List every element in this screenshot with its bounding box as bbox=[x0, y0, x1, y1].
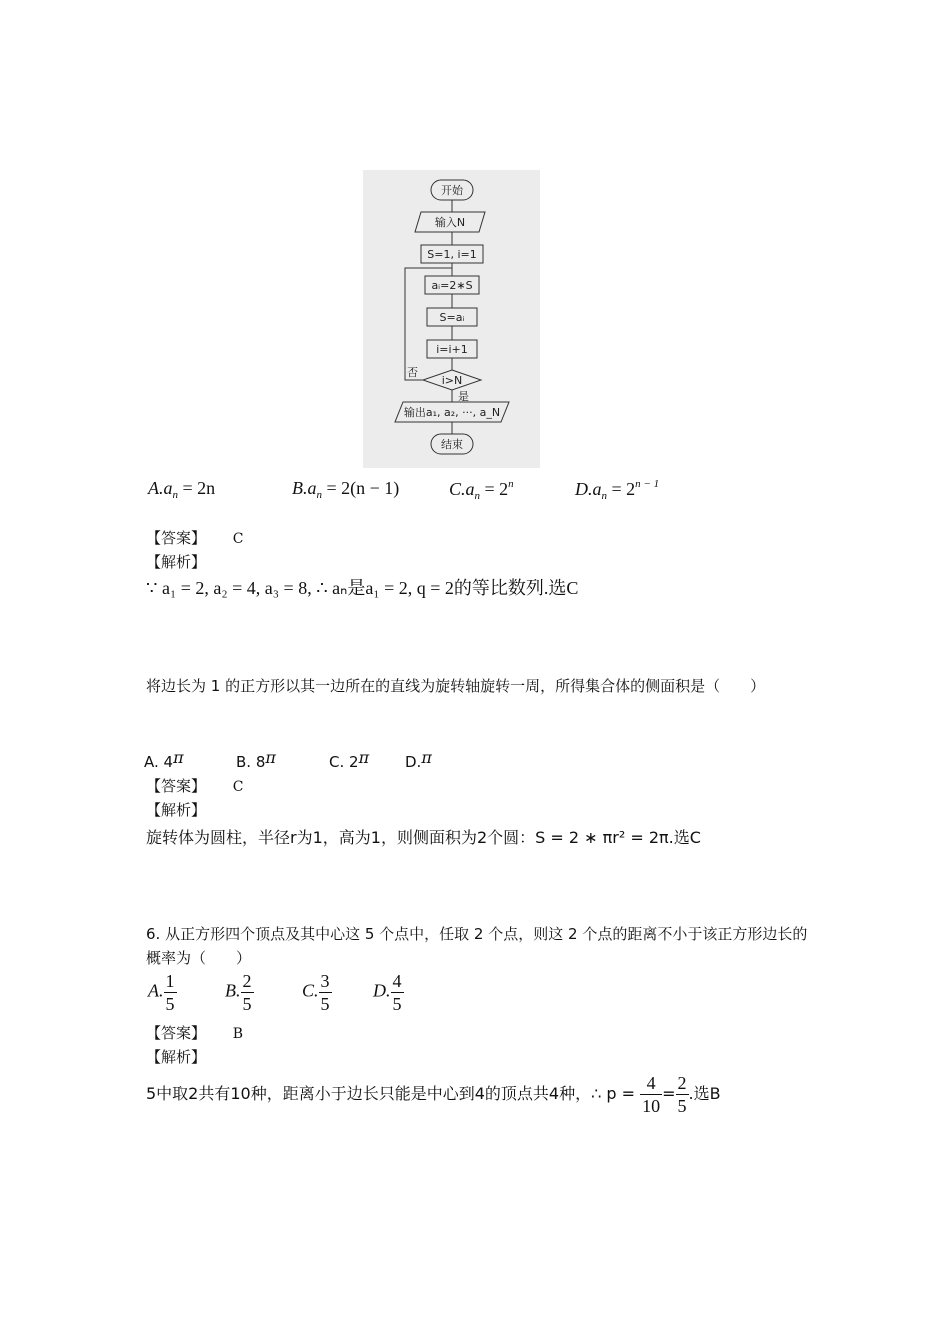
q6-option-b: B. $\frac{2}{5}$ bbox=[225, 971, 252, 1014]
q-cyl-answer-row bbox=[146, 775, 244, 796]
answer-value: C bbox=[232, 531, 244, 547]
q5-option-a: $A.a_n = 2n$ bbox=[148, 478, 216, 501]
flow-yes-label: 是 bbox=[458, 390, 469, 403]
q-cyl-analysis-label: 【解析】 bbox=[146, 801, 207, 819]
answer-label: 【答案】 bbox=[146, 777, 207, 795]
flow-end-text: 结束 bbox=[441, 438, 463, 451]
flow-step3-text: i=i+1 bbox=[436, 343, 468, 356]
answer-value: C bbox=[232, 779, 244, 795]
flow-condition-text: i>N bbox=[441, 374, 463, 387]
q6-option-c: C. $\frac{3}{5}$ bbox=[302, 971, 330, 1014]
q-cyl-analysis: 旋转体为圆柱，半径r为1，高为1，则侧面积为2个圆：S = 2 ∗ πr² = 2π.选C bbox=[146, 828, 701, 847]
flow-output-text: 输出a₁, a₂, ···, a_N bbox=[403, 406, 501, 419]
q-cylinder-question: 将边长为 1 的正方形以其一边所在的直线为旋转轴旋转一周，所得集合体的侧面积是（ ） bbox=[146, 677, 766, 695]
q6-answer-row bbox=[146, 1022, 243, 1043]
answer-value: B bbox=[232, 1026, 244, 1042]
flow-step2-text: S=aᵢ bbox=[439, 311, 465, 324]
q6-option-d: D. $\frac{4}{5}$ bbox=[373, 971, 402, 1014]
q5-answer-row bbox=[146, 527, 244, 548]
flowchart-image bbox=[363, 170, 540, 468]
q5-analysis: ∵ a₁ = 2, a₂ = 4, a₃ = 8, ∴ aₙ是a₁ = 2, q = 2的等比数列.选C bbox=[146, 578, 579, 598]
q-cyl-option-a: A. 4π bbox=[144, 748, 184, 771]
q5-option-b: $B.a_n = 2(n - 1)$ bbox=[292, 478, 400, 501]
answer-label: 【答案】 bbox=[146, 1024, 207, 1042]
q6-option-a: A. $\frac{1}{5}$ bbox=[148, 971, 175, 1014]
q6-analysis: 5中取2共有10种，距离小于边长只能是中心到4的顶点共4种，∴ p = $\frac{4}{10}$ = $\frac{2}{5}$ .选B bbox=[146, 1073, 721, 1116]
flow-init-text: S=1, i=1 bbox=[427, 248, 477, 261]
q-cyl-option-b: B. 8π bbox=[236, 748, 276, 771]
flow-no-label: 否 bbox=[407, 366, 418, 379]
q-cyl-option-c: C. 2π bbox=[329, 748, 370, 771]
flowchart bbox=[363, 170, 540, 468]
q-cyl-option-d: D.π bbox=[405, 748, 432, 771]
answer-label: 【答案】 bbox=[146, 529, 207, 547]
q5-option-d: $D.a_n = 2^{n - 1}$ bbox=[575, 478, 660, 502]
q5-analysis-label: 【解析】 bbox=[146, 553, 207, 571]
flow-start-text: 开始 bbox=[441, 184, 463, 197]
flow-step1-text: aᵢ=2∗S bbox=[431, 279, 473, 292]
q5-option-c: $C.a_n = 2^n$ bbox=[449, 478, 514, 502]
q6-question: 6. 从正方形四个顶点及其中心这 5 个点中，任取 2 个点，则这 2 个点的距离不小于该正方形边长的概率为（ ） bbox=[146, 925, 808, 967]
q6-analysis-label: 【解析】 bbox=[146, 1048, 207, 1066]
flow-input-text: 输入N bbox=[434, 216, 466, 229]
